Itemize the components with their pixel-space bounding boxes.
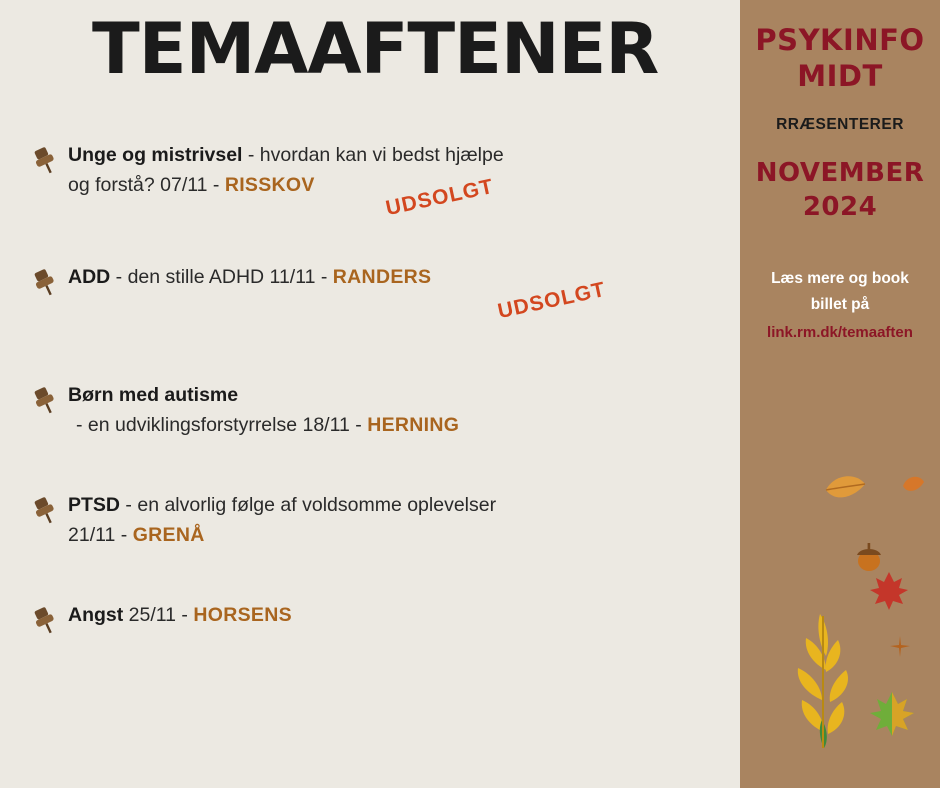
- status-badge: UDSOLGT: [383, 174, 496, 221]
- event-place: RISSKOV: [224, 174, 315, 196]
- leaf-icon: [888, 635, 912, 664]
- event-desc-line2: - en udviklingsforstyrrelse 18/11 -: [76, 414, 368, 436]
- event-text: [68, 600, 730, 630]
- maple-leaf-icon: [868, 690, 916, 743]
- acorn-icon: [852, 540, 886, 579]
- booking-line-1: Læs mere og book: [771, 270, 909, 287]
- event-text: [68, 490, 730, 550]
- pushpin-icon: [28, 606, 62, 636]
- event-desc-line1: - hvordan kan vi bedst hjælpe: [242, 144, 504, 166]
- month-label: NOVEMBER: [755, 158, 925, 188]
- event-place: HORSENS: [193, 604, 292, 626]
- event-title: PTSD: [68, 494, 121, 516]
- list-item[interactable]: [0, 600, 740, 660]
- booking-info: [740, 266, 940, 346]
- event-desc-line1: - en alvorlig følge af voldsomme oplevelser: [120, 494, 497, 516]
- event-title: ADD: [68, 266, 111, 288]
- leaf-icon: [822, 470, 868, 515]
- event-text: [68, 140, 730, 200]
- fern-leaf-icon: [776, 610, 868, 755]
- year-label: 2024: [802, 192, 878, 222]
- brand-name: [740, 22, 940, 94]
- event-text: [68, 262, 730, 292]
- booking-link[interactable]: link.rm.dk/temaaften: [767, 324, 913, 341]
- event-text: [68, 380, 730, 440]
- event-title: Børn med autisme: [68, 384, 239, 406]
- page-title: TEMAAFTENER: [92, 8, 659, 90]
- presents-label: RRÆSENTERER: [776, 116, 904, 133]
- list-item[interactable]: [0, 490, 740, 550]
- status-badge: UDSOLGT: [495, 277, 608, 324]
- event-place: HERNING: [367, 414, 460, 436]
- pushpin-icon: [28, 386, 62, 416]
- maple-leaf-icon: [868, 570, 910, 617]
- booking-line-2: billet på: [810, 296, 870, 313]
- brand-line-1: PSYKINFO: [755, 23, 925, 57]
- pushpin-icon: [28, 268, 62, 298]
- event-desc-line2: og forstå? 07/11 -: [68, 174, 225, 196]
- event-list: [0, 140, 740, 710]
- brand-line-2: MIDT: [797, 59, 883, 93]
- event-desc-line1: - den stille ADHD 11/11 -: [110, 266, 333, 288]
- event-title: Angst: [68, 604, 124, 626]
- pushpin-icon: [28, 496, 62, 526]
- month-year: [740, 156, 940, 224]
- poster-sidebar: [740, 0, 940, 788]
- event-place: GRENÅ: [132, 524, 205, 546]
- list-item[interactable]: [0, 262, 740, 322]
- pushpin-icon: [28, 146, 62, 176]
- event-desc-line2: 21/11 -: [68, 524, 133, 546]
- event-place: RANDERS: [332, 266, 432, 288]
- event-title: Unge og mistrivsel: [68, 144, 243, 166]
- list-item[interactable]: [0, 380, 740, 440]
- list-item[interactable]: [0, 140, 740, 221]
- leaf-icon: [900, 472, 926, 503]
- event-desc-line1: 25/11 -: [123, 604, 194, 626]
